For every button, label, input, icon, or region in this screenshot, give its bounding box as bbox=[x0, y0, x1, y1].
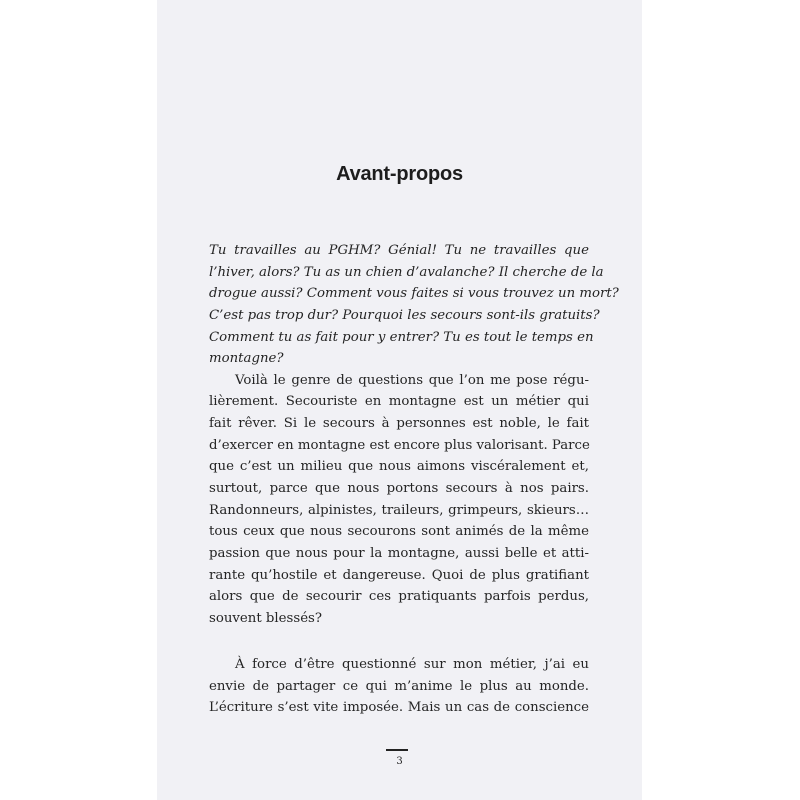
chapter-title: Avant-propos bbox=[336, 163, 463, 185]
text-line: Tu travailles au PGHM? Génial! Tu ne travailles que bbox=[209, 243, 589, 258]
body-text-bottom bbox=[209, 654, 589, 719]
text-line: fait rêver. Si le secours à personnes est noble, le fait bbox=[209, 416, 589, 432]
text-line: Comment tu as fait pour y entrer? Tu es tout le temps en bbox=[209, 329, 594, 345]
text-line: L’écriture s’est vite imposée. Mais un cas de conscience bbox=[209, 700, 589, 716]
text-line: souvent blessés? bbox=[209, 610, 323, 626]
text-line: l’hiver, alors? Tu as un chien d’avalanche? Il cherche de la bbox=[209, 264, 604, 280]
text-line: d’exercer en montagne est encore plus valorisant. Parce bbox=[209, 437, 590, 453]
page-number-rule bbox=[386, 749, 408, 751]
book-page bbox=[157, 0, 642, 800]
text-line: C’est pas trop dur? Pourquoi les secours sont-ils gratuits? bbox=[209, 307, 600, 323]
text-line: alors que de secourir ces pratiquants parfois perdus, bbox=[209, 589, 589, 605]
text-line: montagne? bbox=[209, 351, 284, 367]
body-text-top bbox=[209, 240, 619, 630]
text-line: envie de partager ce qui m’anime le plus au monde. bbox=[209, 678, 589, 694]
text-line: drogue aussi? Comment vous faites si vous trouvez un mort? bbox=[209, 286, 619, 302]
text-line: Voilà le genre de questions que l’on me pose régu- bbox=[235, 372, 589, 388]
page-number: 3 bbox=[396, 756, 403, 767]
text-line: À force d’être questionné sur mon métier, j’ai eu bbox=[235, 657, 589, 672]
text-line: passion que nous pour la montagne, aussi belle et atti- bbox=[209, 545, 589, 561]
text-line: rante qu’hostile et dangereuse. Quoi de plus gratifiant bbox=[209, 567, 589, 583]
text-line: surtout, parce que nous portons secours à nos pairs. bbox=[209, 481, 589, 497]
text-line: lièrement. Secouriste en montagne est un métier qui bbox=[209, 394, 589, 410]
text-line: tous ceux que nous secourons sont animés de la même bbox=[209, 524, 589, 540]
text-line: que c’est un milieu que nous aimons viscéralement et, bbox=[209, 459, 589, 475]
text-line: Randonneurs, alpinistes, traileurs, grimpeurs, skieurs… bbox=[209, 502, 589, 518]
